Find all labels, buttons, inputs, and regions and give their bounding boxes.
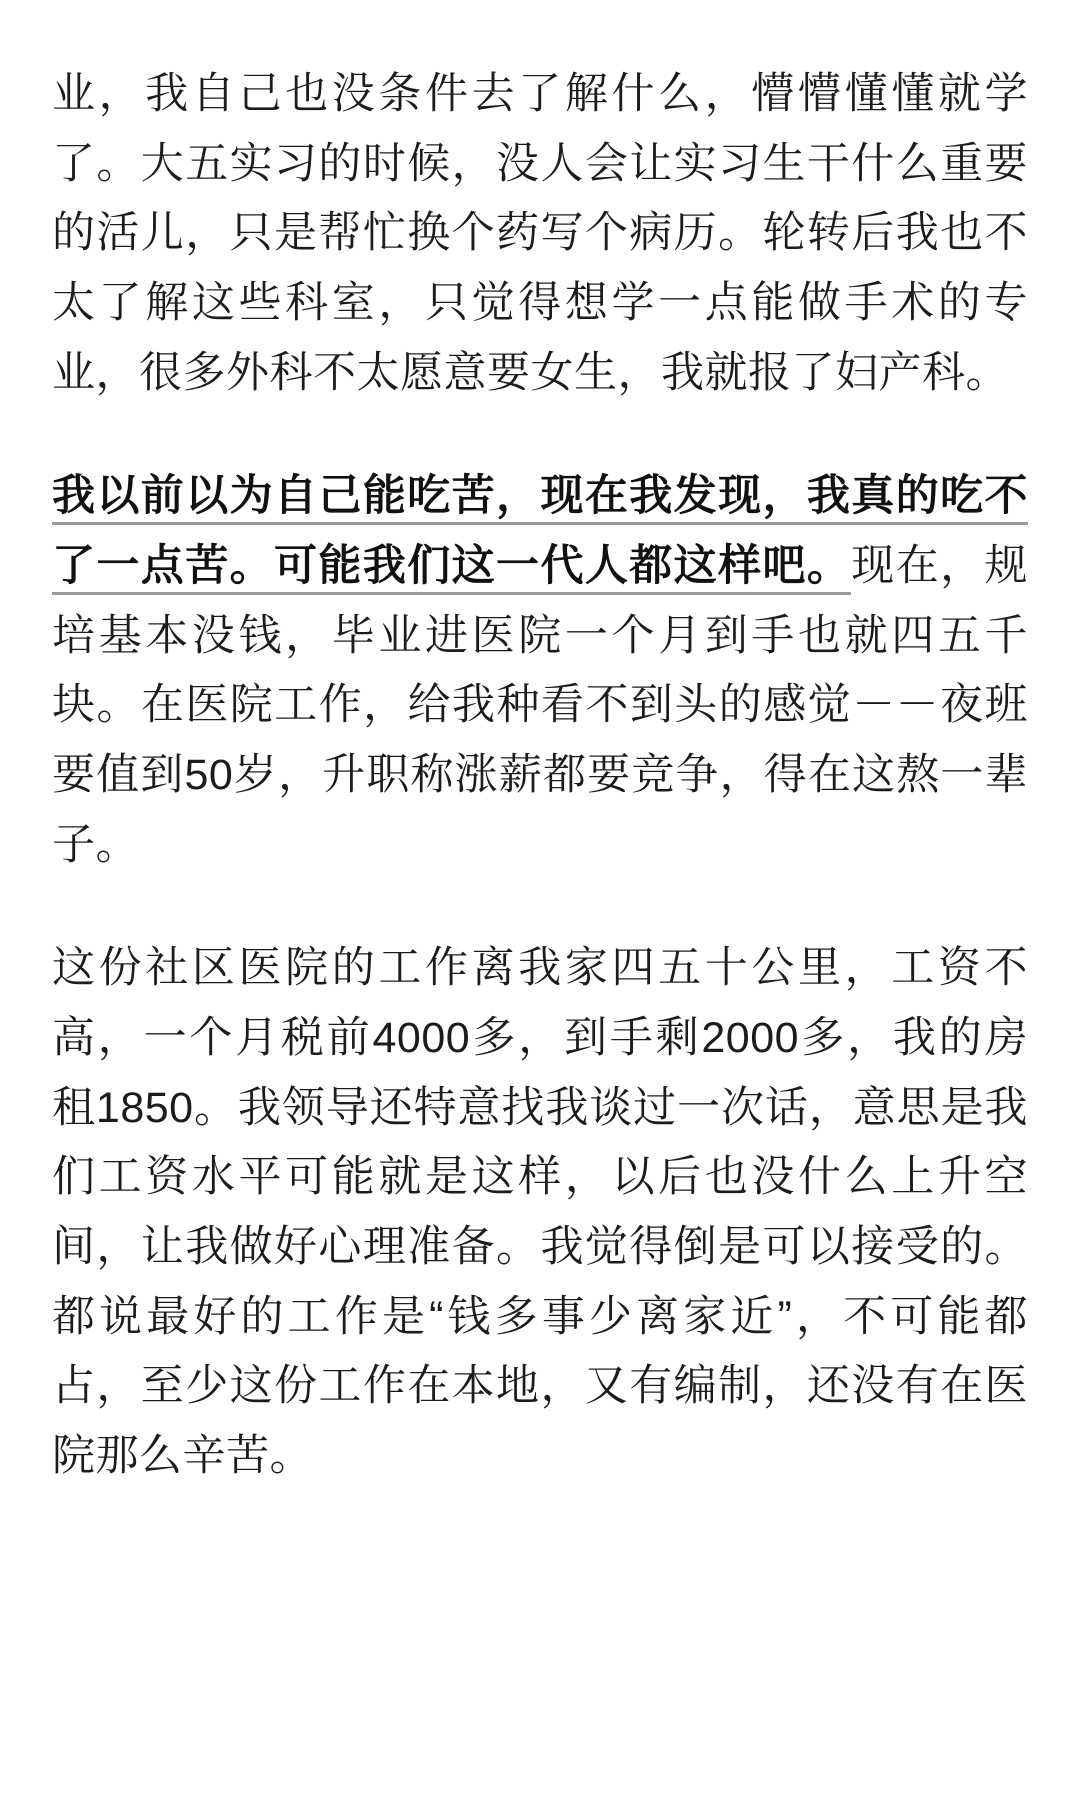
text-run: 业，我自己也没条件去了解什么，懵懵懂懂就学了。大五实习的时候，没人会让实习生干什么重要的活儿，只是帮忙换个药写个病历。轮转后我也不太了解这些科室，只觉得想学一点能做手术的专业，很多外科不太愿意要女生，我就报了妇产科。 <box>52 70 1028 397</box>
paragraph-1 <box>52 60 1028 408</box>
text-run: 现在，规培基本没钱，毕业进医院一个月到手也就四五千块。在医院工作，给我种看不到头的感觉－－夜班要值到50岁，升职称涨薪都要竞争，得在这熬一辈子。 <box>52 541 1029 869</box>
article-body <box>52 60 1028 1491</box>
text-run: 这份社区医院的工作离我家四五十公里，工资不高，一个月税前4000多，到手剩2000多，我的房租1850。我领导还特意找我谈过一次话，意思是我们工资水平可能就是这样，以后也没什么上升空间，让我做好心理准备。我觉得倒是可以接受的。都说最好的工作是“钱多事少离家近”，不可能都占，至少这份工作在本地，又有编制，还没有在医院那么辛苦。 <box>52 944 1028 1480</box>
paragraph-3 <box>52 934 1028 1491</box>
highlighted-text-run: 我以前以为自己能吃苦，现在我发现，我真的吃不了一点苦。可能我们这一代人都这样吧。 <box>52 472 1028 595</box>
paragraph-2 <box>52 462 1028 880</box>
